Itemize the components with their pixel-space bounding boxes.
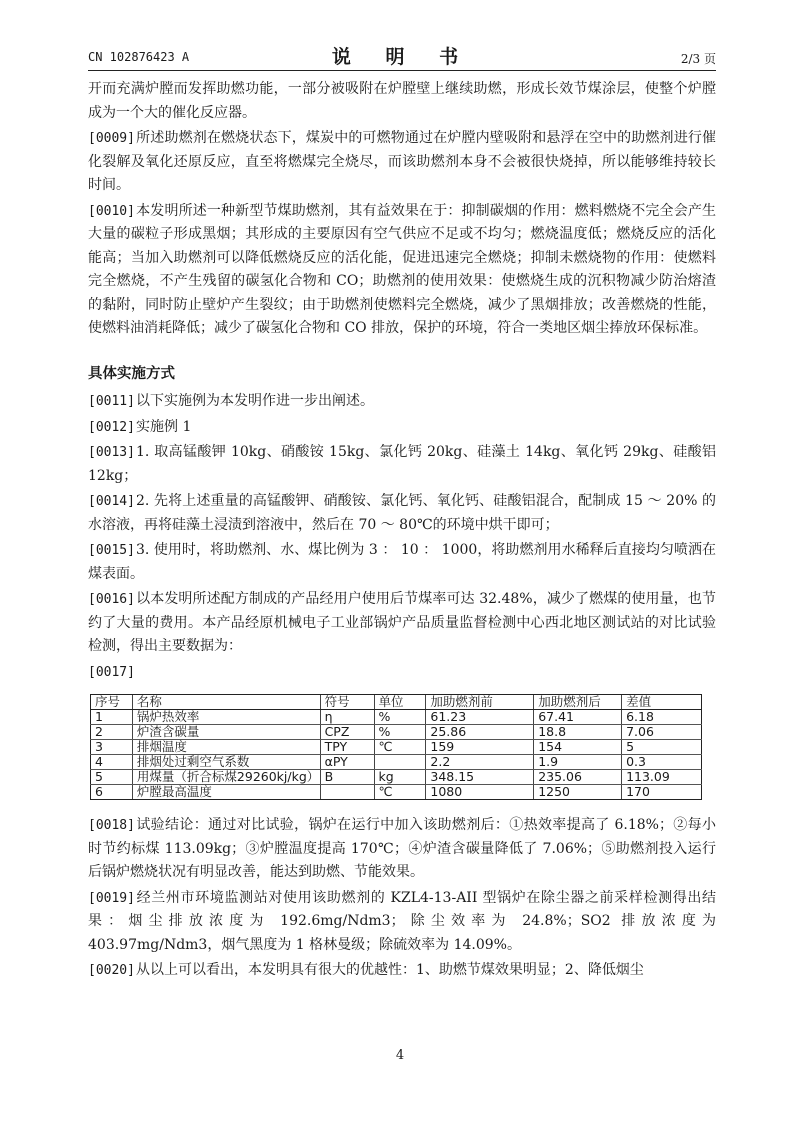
- table-cell: η: [320, 710, 374, 725]
- table-header-cell: 加助燃剂后: [534, 695, 622, 710]
- paragraph: [88, 78, 716, 125]
- comparison-table: [90, 694, 702, 800]
- table-row: [91, 770, 702, 785]
- table-cell: 2: [91, 725, 133, 740]
- paragraph-text: 从以上可以看出，本发明具有很大的优越性：1、助燃节煤效果明显；2、降低烟尘: [136, 962, 644, 978]
- table-cell: 5: [622, 740, 702, 755]
- paragraph: [88, 390, 716, 414]
- table-header-cell: 差值: [622, 695, 702, 710]
- table-cell: 6: [91, 785, 133, 800]
- paragraph-text: 以本发明所述配方制成的产品经用户使用后节煤率可达 32.48%，减少了燃煤的使用量，也节约了大量的费用。本产品经原机械电子工业部锅炉产品质量监督检测中心西北地区测试站的对比试验检测，得出主要数据为：: [88, 591, 716, 654]
- table-cell: ℃: [374, 740, 426, 755]
- bottom-paragraphs: [88, 814, 716, 983]
- page-indicator: 2/3 页: [680, 52, 716, 66]
- paragraph-number: [0010]: [88, 203, 135, 219]
- document-title: 说 明 书: [331, 46, 473, 68]
- table-cell: TPY: [320, 740, 374, 755]
- table-header-cell: 名称: [132, 695, 320, 710]
- table-cell: [320, 785, 374, 800]
- paragraph-text: 1. 取高锰酸钾 10kg、硝酸铵 15kg、氯化钙 20kg、硅藻土 14kg、氧化钙 29kg、硅酸铝 12kg；: [88, 444, 716, 484]
- table-header-row: [91, 695, 702, 710]
- paragraph: [88, 539, 716, 586]
- paragraph-number: [0014]: [88, 494, 135, 509]
- table-cell: 0.3: [622, 755, 702, 770]
- table-cell: ℃: [374, 785, 426, 800]
- table-cell: 用煤量（折合标煤29260kj/kg）: [132, 770, 320, 785]
- table-cell: [374, 755, 426, 770]
- table-cell: B: [320, 770, 374, 785]
- paragraph-number: [0018]: [88, 818, 135, 833]
- table-row: [91, 740, 702, 755]
- table-cell: 61.23: [426, 710, 534, 725]
- table-cell: 7.06: [622, 725, 702, 740]
- paragraph: [88, 814, 716, 885]
- table-cell: 1250: [534, 785, 622, 800]
- table-cell: 5: [91, 770, 133, 785]
- paragraph-text: 开而充满炉膛而发挥助燃功能，一部分被吸附在炉膛壁上继续助燃，形成长效节煤涂层，使整个炉膛成为一个大的催化反应器。: [88, 81, 716, 121]
- paragraph-text: 2. 先将上述重量的高锰酸钾、硝酸铵、氯化钙、氧化钙、硅酸铝混合，配制成 15 ～ 20% 的水溶液，再将硅藻土浸渍到溶液中，然后在 70 ～ 80℃的环境中烘干即可；: [88, 493, 716, 533]
- table-cell: 炉膛最高温度: [132, 785, 320, 800]
- paragraph-number: [0011]: [88, 394, 135, 409]
- table-header-cell: 单位: [374, 695, 426, 710]
- table-cell: 1080: [426, 785, 534, 800]
- page-header: [88, 40, 716, 71]
- patent-number: CN 102876423 A: [88, 50, 190, 64]
- document-body: [88, 78, 716, 985]
- table-row: [91, 755, 702, 770]
- section-heading: 具体实施方式: [88, 365, 175, 382]
- paragraph-text: 3. 使用时，将助燃剂、水、煤比例为 3 ： 10 ： 1000，将助燃剂用水稀释后直接均匀喷洒在煤表面。: [88, 542, 716, 582]
- table-cell: 1: [91, 710, 133, 725]
- table-cell: %: [374, 710, 426, 725]
- table-cell: 113.09: [622, 770, 702, 785]
- table-cell: 炉渣含碳量: [132, 725, 320, 740]
- paragraph-number: [0009]: [88, 131, 135, 146]
- data-table-wrapper: [90, 694, 702, 800]
- paragraph-text: 本发明所述一种新型节煤助燃剂，其有益效果在于：抑制碳烟的作用：燃料燃烧不完全会产生大量的碳粒子形成黑烟；其形成的主要原因有空气供应不足或不均匀；燃烧温度低；燃烧反应的活化能高；当加入助燃剂可以降低燃烧反应的活化能，促进迅速完全燃烧；抑制未燃烧物的作用：使燃料完全燃烧，不产生残留的碳氢化合物和 CO；助燃剂的使用效果：使燃烧生成的沉积物减少防治熔渣的黏附，同时防止壁炉产生裂纹；由于助燃剂使燃料完全燃烧，减少了黑烟排放；改善燃烧的性能，使燃料油消耗降低；减少了碳氢化合物和 CO 排放，保护的环境，符合一类地区烟尘捧放环保标准。: [88, 202, 716, 336]
- table-cell: CPZ: [320, 725, 374, 740]
- table-cell: 锅炉热效率: [132, 710, 320, 725]
- table-cell: αPY: [320, 755, 374, 770]
- table-cell: 3: [91, 740, 133, 755]
- table-header-cell: 序号: [91, 695, 133, 710]
- paragraph: [88, 200, 716, 341]
- table-cell: 排烟温度: [132, 740, 320, 755]
- table-paragraph-number: [0017]: [88, 664, 135, 680]
- page-number: 4: [395, 1048, 405, 1063]
- paragraph: [88, 441, 716, 488]
- table-cell: 154: [534, 740, 622, 755]
- table-row: [91, 785, 702, 800]
- paragraph-number: [0015]: [88, 543, 135, 558]
- paragraph: [88, 959, 716, 983]
- table-cell: 25.86: [426, 725, 534, 740]
- table-cell: 67.41: [534, 710, 622, 725]
- table-cell: 18.8: [534, 725, 622, 740]
- paragraph: [88, 588, 716, 659]
- table-cell: 170: [622, 785, 702, 800]
- table-body: [91, 710, 702, 800]
- table-row: [91, 710, 702, 725]
- table-cell: kg: [374, 770, 426, 785]
- table-cell: 2.2: [426, 755, 534, 770]
- paragraph: [88, 127, 716, 198]
- table-cell: 235.06: [534, 770, 622, 785]
- paragraph-number: [0019]: [88, 890, 135, 906]
- middle-paragraphs: [88, 390, 716, 659]
- table-cell: 159: [426, 740, 534, 755]
- top-paragraphs: [88, 78, 716, 341]
- table-cell: 排烟处过剩空气系数: [132, 755, 320, 770]
- table-cell: 4: [91, 755, 133, 770]
- paragraph: [88, 490, 716, 537]
- paragraph: [88, 887, 716, 958]
- paragraph-number: [0012]: [88, 419, 135, 435]
- paragraph-number: [0020]: [88, 963, 135, 978]
- paragraph-number: [0016]: [88, 592, 135, 607]
- paragraph-text: 试验结论：通过对比试验，锅炉在运行中加入该助燃剂后：①热效率提高了 6.18%；②每小时节约标煤 113.09kg；③炉膛温度提高 170℃；④炉渣含碳量降低了 7.06%；⑤助燃剂投入运行后锅炉燃烧状况有明显改善，能达到助燃、节能效果。: [88, 817, 716, 880]
- table-cell: %: [374, 725, 426, 740]
- paragraph-text: 实施例 1: [136, 418, 192, 435]
- table-cell: 1.9: [534, 755, 622, 770]
- paragraph-text: 所述助燃剂在燃烧状态下，煤炭中的可燃物通过在炉膛内壁吸附和悬浮在空中的助燃剂进行催化裂解及氧化还原反应，直至将燃煤完全烧尽，而该助燃剂本身不会被很快烧掉，所以能够维持较长时间。: [88, 130, 716, 193]
- table-cell: 348.15: [426, 770, 534, 785]
- paragraph: [88, 416, 716, 440]
- table-row: [91, 725, 702, 740]
- table-header-cell: 符号: [320, 695, 374, 710]
- paragraph-text: 经兰州市环境监测站对使用该助燃剂的 KZL4-13-AII 型锅炉在除尘器之前采样检测得出结果：烟尘排放浓度为 192.6mg/Ndm3；除尘效率为 24.8%；SO2 排放浓度为 403.97mg/Ndm3，烟气黑度为 1 格林曼级；除硫效率为 14.09%。: [88, 889, 716, 953]
- paragraph-text: 以下实施例为本发明作进一步出阐述。: [136, 393, 374, 409]
- paragraph-number: [0013]: [88, 445, 135, 460]
- table-header-cell: 加助燃剂前: [426, 695, 534, 710]
- table-cell: 6.18: [622, 710, 702, 725]
